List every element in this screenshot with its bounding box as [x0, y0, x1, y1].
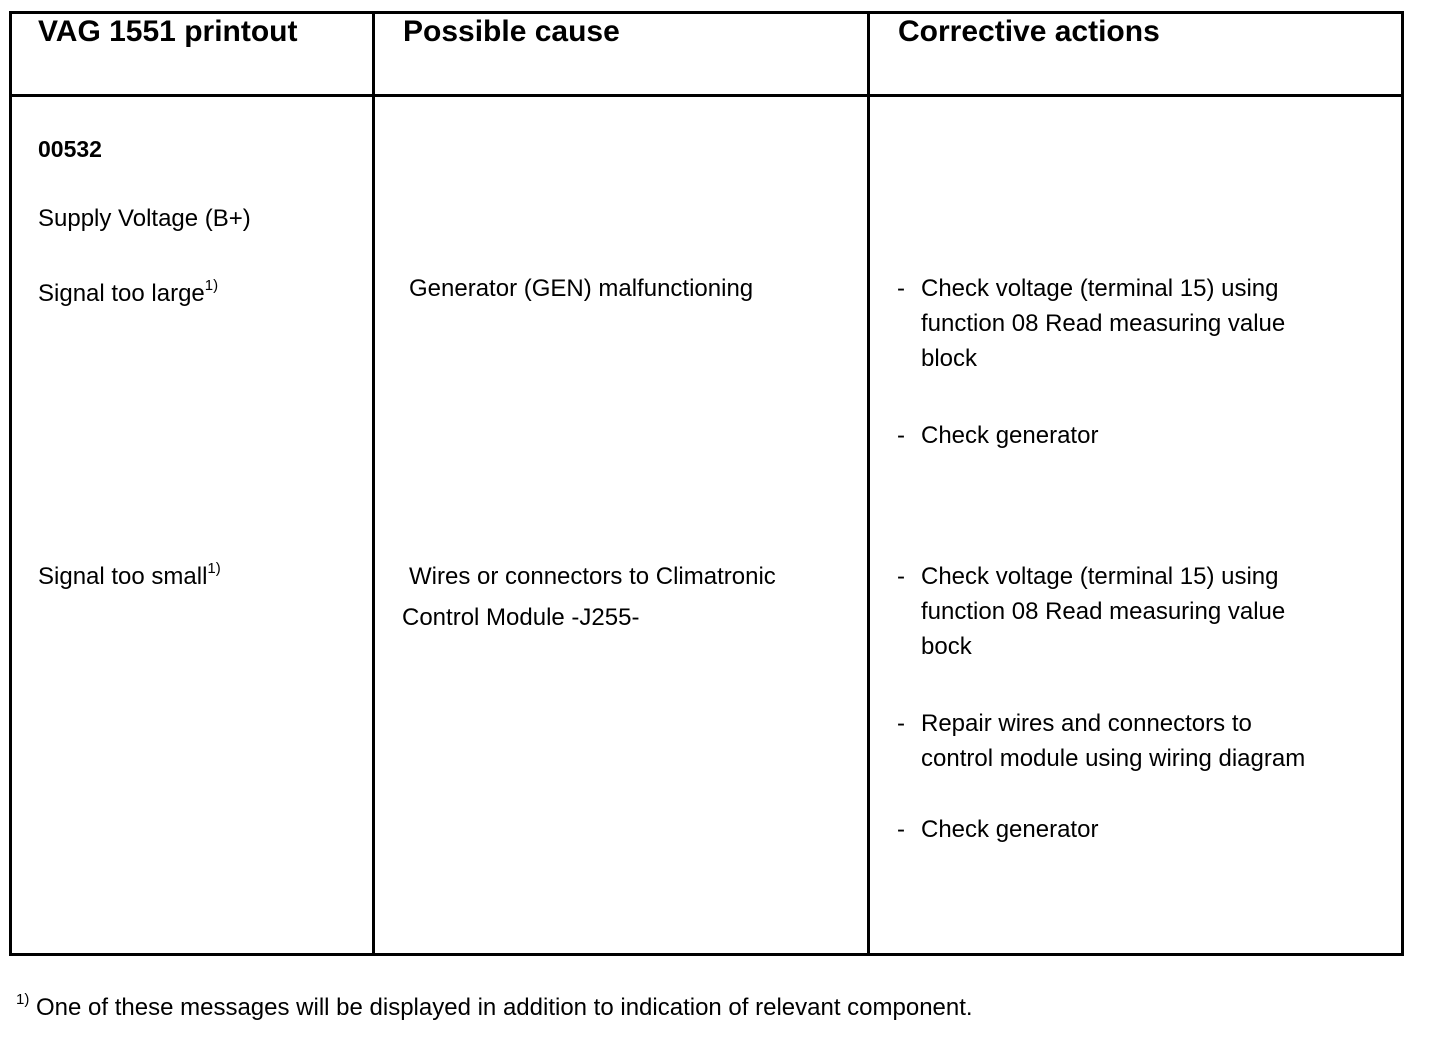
action-text: Repair wires and connectors to control module using wiring diagram: [921, 710, 1306, 772]
footnote-ref: 1): [204, 277, 219, 294]
dash-marker: -: [897, 816, 905, 843]
action-text: Check generator: [921, 422, 1099, 449]
cause-wires-line-1: Wires or connectors to Climatronic: [409, 563, 776, 590]
fault-name: Supply Voltage (B+): [38, 205, 251, 232]
cause-generator: Generator (GEN) malfunctioning: [409, 275, 754, 302]
signal-label: Signal too small: [38, 563, 208, 590]
footnote: [16, 991, 973, 1022]
fault-table: [9, 11, 1404, 956]
dash-marker: -: [897, 422, 905, 449]
dash-marker: -: [897, 275, 905, 302]
header-corrective-actions: Corrective actions: [898, 15, 1160, 48]
header-possible-cause: Possible cause: [403, 15, 620, 48]
column-divider-1: [372, 11, 375, 953]
column-divider-2: [867, 11, 870, 953]
dash-marker: -: [897, 710, 905, 737]
cause-wires-line-2: Control Module -J255-: [402, 604, 640, 631]
action-text: Check voltage (terminal 15) using function 08 Read measuring value block: [921, 275, 1286, 372]
fault-code: 00532: [38, 136, 102, 162]
footnote-text: One of these messages will be displayed in addition to indication of relevant component.: [36, 994, 973, 1021]
dash-marker: -: [897, 563, 905, 590]
signal-too-large: [38, 276, 218, 311]
signal-too-small: [38, 559, 221, 594]
footnote-marker: 1): [16, 991, 30, 1008]
footnote-ref: 1): [207, 560, 221, 577]
action-text: Check generator: [921, 816, 1099, 843]
header-divider: [9, 94, 1401, 97]
header-printout: VAG 1551 printout: [38, 15, 298, 48]
action-text: Check voltage (terminal 15) using function 08 Read measuring value bock: [921, 563, 1286, 660]
signal-label: Signal too large: [38, 280, 205, 307]
